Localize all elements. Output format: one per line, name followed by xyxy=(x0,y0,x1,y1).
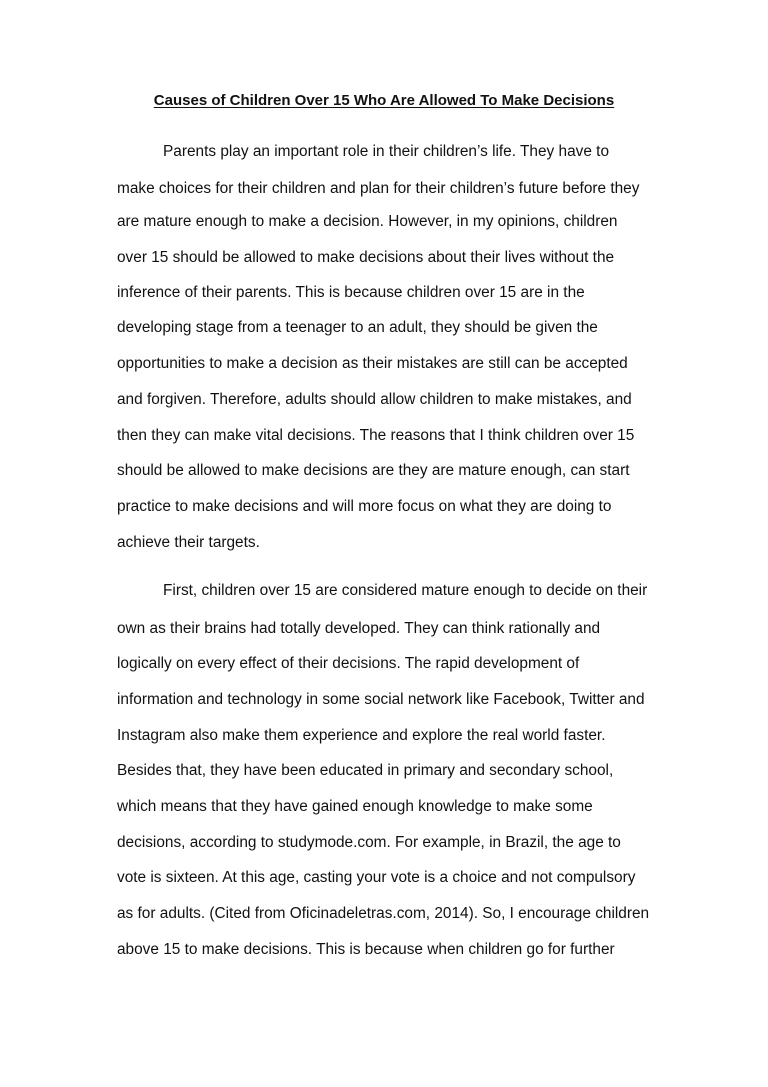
paragraph-line: First, children over 15 are considered mature enough to decide on their xyxy=(163,582,648,599)
paragraph-line: Parents play an important role in their children’s life. They have to xyxy=(163,143,609,160)
paragraph-line: achieve their targets. xyxy=(117,534,260,551)
paragraph-line: own as their brains had totally developed. They can think rationally and xyxy=(117,620,601,637)
paragraph-line: inference of their parents. This is because children over 15 are in the xyxy=(117,284,585,301)
paragraph-line: Besides that, they have been educated in primary and secondary school, xyxy=(117,762,614,779)
paragraph-line: decisions, according to studymode.com. For example, in Brazil, the age to xyxy=(117,834,621,851)
paragraph-line: over 15 should be allowed to make decisions about their lives without the xyxy=(117,249,615,266)
document-title: Causes of Children Over 15 Who Are Allowed To Make Decisions xyxy=(153,92,615,109)
paragraph-line: practice to make decisions and will more focus on what they are doing to xyxy=(117,498,612,515)
paragraph-line: which means that they have gained enough knowledge to make some xyxy=(117,798,593,815)
paragraph-line: logically on every effect of their decisions. The rapid development of xyxy=(117,655,580,672)
paragraph-line: and forgiven. Therefore, adults should allow children to make mistakes, and xyxy=(117,391,632,408)
paragraph-line: above 15 to make decisions. This is because when children go for further xyxy=(117,941,615,958)
paragraph-line: make choices for their children and plan for their children’s future before they xyxy=(117,180,640,197)
paragraph-line: information and technology in some social network like Facebook, Twitter and xyxy=(117,691,645,708)
paragraph-line: opportunities to make a decision as their mistakes are still can be accepted xyxy=(117,355,628,372)
paragraph-line: as for adults. (Cited from Oficinadeletras.com, 2014). So, I encourage children xyxy=(117,905,650,922)
paragraph-line: are mature enough to make a decision. However, in my opinions, children xyxy=(117,213,618,230)
paragraph-line: then they can make vital decisions. The reasons that I think children over 15 xyxy=(117,427,635,444)
paragraph-line: vote is sixteen. At this age, casting your vote is a choice and not compulsory xyxy=(117,869,636,886)
paragraph-line: developing stage from a teenager to an adult, they should be given the xyxy=(117,319,598,336)
paragraph-line: should be allowed to make decisions are they are mature enough, can start xyxy=(117,462,630,479)
paragraph-line: Instagram also make them experience and explore the real world faster. xyxy=(117,727,606,744)
